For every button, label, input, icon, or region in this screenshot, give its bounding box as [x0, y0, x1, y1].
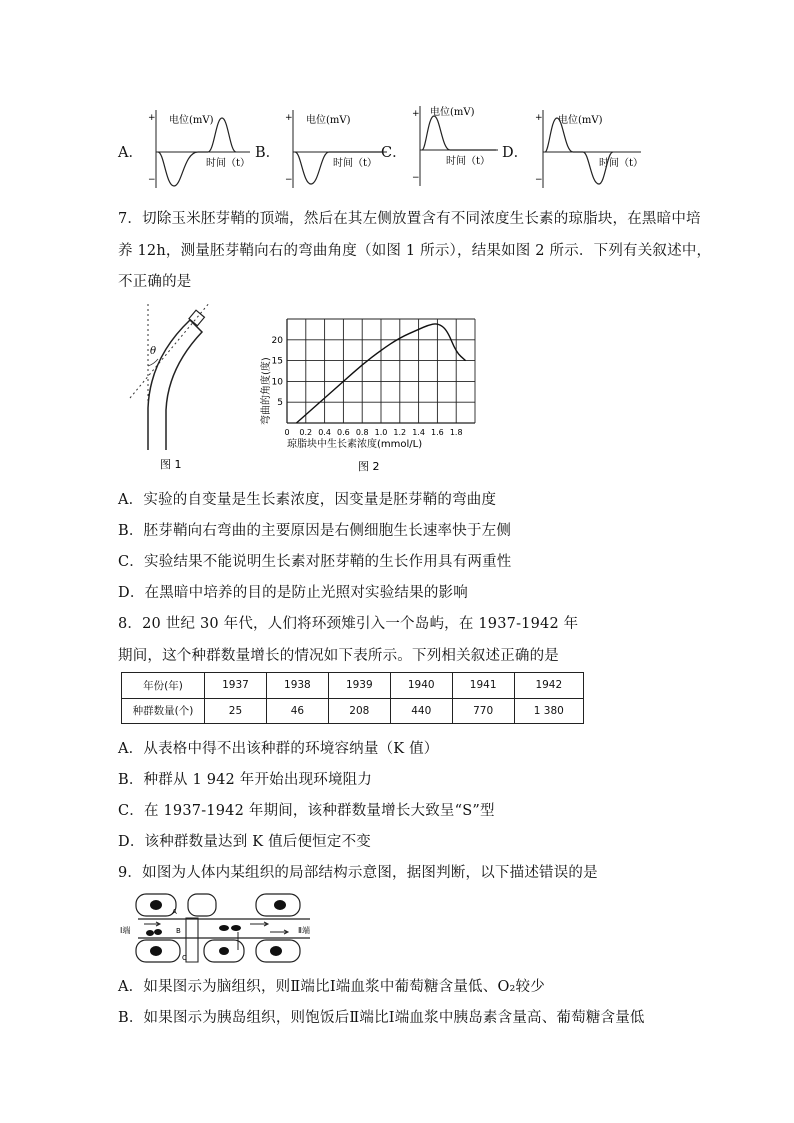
q9-option-a: A．如果图示为脑组织，则Ⅱ端比Ⅰ端血浆中葡萄糖含量低、O₂较少 [118, 979, 545, 995]
minus-sign: − [412, 173, 420, 183]
y-axis-label: 弯曲的角度(度) [261, 357, 272, 425]
agar-block [189, 310, 204, 325]
plus-sign: + [535, 113, 543, 123]
y-axis-label: 电位(mV) [169, 115, 214, 126]
table-cell: 1937 [205, 673, 267, 699]
x-axis-label: 时间（t） [446, 156, 491, 167]
table-cell: 1940 [390, 673, 452, 699]
x-axis-label: 时间（t） [333, 158, 378, 169]
q8-option-b: B．种群从 1 942 年开始出现环境阻力 [118, 772, 373, 788]
minus-sign: − [285, 175, 293, 185]
y-axis-label: 电位(mV) [430, 107, 475, 118]
table-cell: 1 380 [514, 698, 583, 724]
chart-grid [287, 319, 475, 423]
label-a: A [172, 908, 177, 916]
population-table [121, 672, 584, 724]
x-tick-label: 1.8 [449, 428, 463, 437]
table-cell: 1941 [452, 673, 514, 699]
table-cell: 25 [205, 698, 267, 724]
table-header-cell: 种群数量(个) [122, 698, 205, 724]
end-ii-label: Ⅱ端 [298, 926, 310, 935]
q8-option-a: A．从表格中得不出该种群的环境容纳量（K 值） [118, 741, 439, 757]
option-c-letter: C． [381, 145, 407, 161]
table-cell: 1938 [266, 673, 328, 699]
table-cell: 1942 [514, 673, 583, 699]
q9-stem-line-1: 9．如图为人体内某组织的局部结构示意图，据图判断，以下描述错误的是 [118, 865, 598, 881]
option-a-letter: A． [118, 145, 143, 161]
table-cell: 208 [328, 698, 390, 724]
cell [188, 894, 216, 916]
x-tick-label: 1.4 [412, 428, 425, 437]
minus-sign: − [535, 175, 543, 185]
x-tick-label: 1.2 [393, 428, 407, 437]
coleoptile-body [148, 320, 202, 450]
label-b: B [176, 927, 181, 935]
table-cell: 770 [452, 698, 514, 724]
end-i-label: Ⅰ端 [120, 926, 131, 935]
y-tick-label: 5 [277, 398, 283, 409]
q8-option-c: C．在 1937-1942 年期间，该种群数量增长大致呈“S”型 [118, 803, 495, 819]
theta-label: θ [150, 346, 157, 357]
cell-nucleus [150, 946, 162, 956]
y-tick-label: 10 [271, 377, 283, 388]
table-cell: 1939 [328, 673, 390, 699]
x-axis-label: 时间（t） [206, 158, 251, 169]
table-row [122, 698, 584, 724]
y-tick-label: 20 [271, 335, 283, 346]
table-cell: 440 [390, 698, 452, 724]
x-tick-label: 1.0 [374, 428, 388, 437]
tissue-diagram [120, 892, 320, 964]
q7-option-c: C．实验结果不能说明生长素对胚芽鞘的生长作用具有两重性 [118, 554, 512, 570]
y-axis-label: 电位(mV) [558, 115, 603, 126]
option-d-graph [533, 106, 645, 192]
x-axis-label: 时间（t） [599, 158, 644, 169]
x-tick-label: 0.8 [355, 428, 369, 437]
q7-stem-line-2: 养 12h，测量胚芽鞘向右的弯曲角度（如图 1 所示），结果如图 2 所示．下列有关叙述中， [118, 243, 712, 259]
q8-stem-line-2: 期间，这个种群数量增长的情况如下表所示。下列相关叙述正确的是 [118, 648, 559, 664]
cell-nucleus [270, 946, 282, 956]
x-tick-label: 0 [284, 428, 290, 437]
q8-option-d: D．该种群数量达到 K 值后便恒定不变 [118, 834, 371, 850]
q7-option-b: B．胚芽鞘向右弯曲的主要原因是右侧细胞生长速率快于左侧 [118, 523, 512, 539]
y-tick-label: 15 [271, 356, 283, 367]
cell-nucleus [274, 900, 286, 910]
option-b-letter: B． [255, 145, 281, 161]
cell-nucleus [219, 947, 229, 955]
plus-sign: + [148, 113, 156, 123]
option-a-graph [146, 106, 254, 192]
x-axis-label: 琼脂块中生长素浓度(mmol/L) [287, 439, 423, 450]
y-tick-labels [272, 336, 284, 408]
bending-angle-chart [255, 305, 485, 473]
x-tick-label: 0.4 [318, 428, 331, 437]
q8-stem-line-1: 8．20 世纪 30 年代，人们将环颈雉引入一个岛屿，在 1937-1942 年 [118, 616, 579, 632]
waveform-line [422, 116, 496, 150]
option-c-graph [410, 102, 500, 188]
plus-sign: + [412, 109, 420, 119]
table-header-cell: 年份(年) [122, 673, 205, 699]
x-tick-labels [284, 428, 462, 437]
q7-option-d: D．在黑暗中培养的目的是防止光照对实验结果的影响 [118, 585, 468, 601]
x-tick-label: 1.6 [431, 428, 444, 437]
waveform-line [545, 118, 613, 184]
figure-1-caption: 图 1 [160, 458, 182, 471]
q7-stem-line-3: 不正确的是 [118, 274, 192, 290]
q9-option-b: B．如果图示为胰岛组织，则饱饭后Ⅱ端比Ⅰ端血浆中胰岛素含量高、葡萄糖含量低 [118, 1010, 645, 1026]
option-b-graph [283, 106, 391, 192]
x-tick-label: 0.6 [337, 428, 350, 437]
option-d-letter: D． [502, 145, 529, 161]
label-c: C [182, 954, 187, 962]
q7-stem-line-1: 7．切除玉米胚芽鞘的顶端，然后在其左侧放置含有不同浓度生长素的琼脂块，在黑暗中培 [118, 211, 701, 227]
table-row [122, 673, 584, 699]
y-axis-label: 电位(mV) [306, 115, 351, 126]
plus-sign: + [285, 113, 293, 123]
x-tick-label: 0.2 [299, 428, 313, 437]
figure-2-caption: 图 2 [358, 460, 380, 473]
q7-option-a: A．实验的自变量是生长素浓度，因变量是胚芽鞘的弯曲度 [118, 492, 497, 508]
minus-sign: − [148, 175, 156, 185]
cell-nucleus [150, 900, 162, 910]
coleoptile-figure [118, 298, 223, 473]
table-cell: 46 [266, 698, 328, 724]
